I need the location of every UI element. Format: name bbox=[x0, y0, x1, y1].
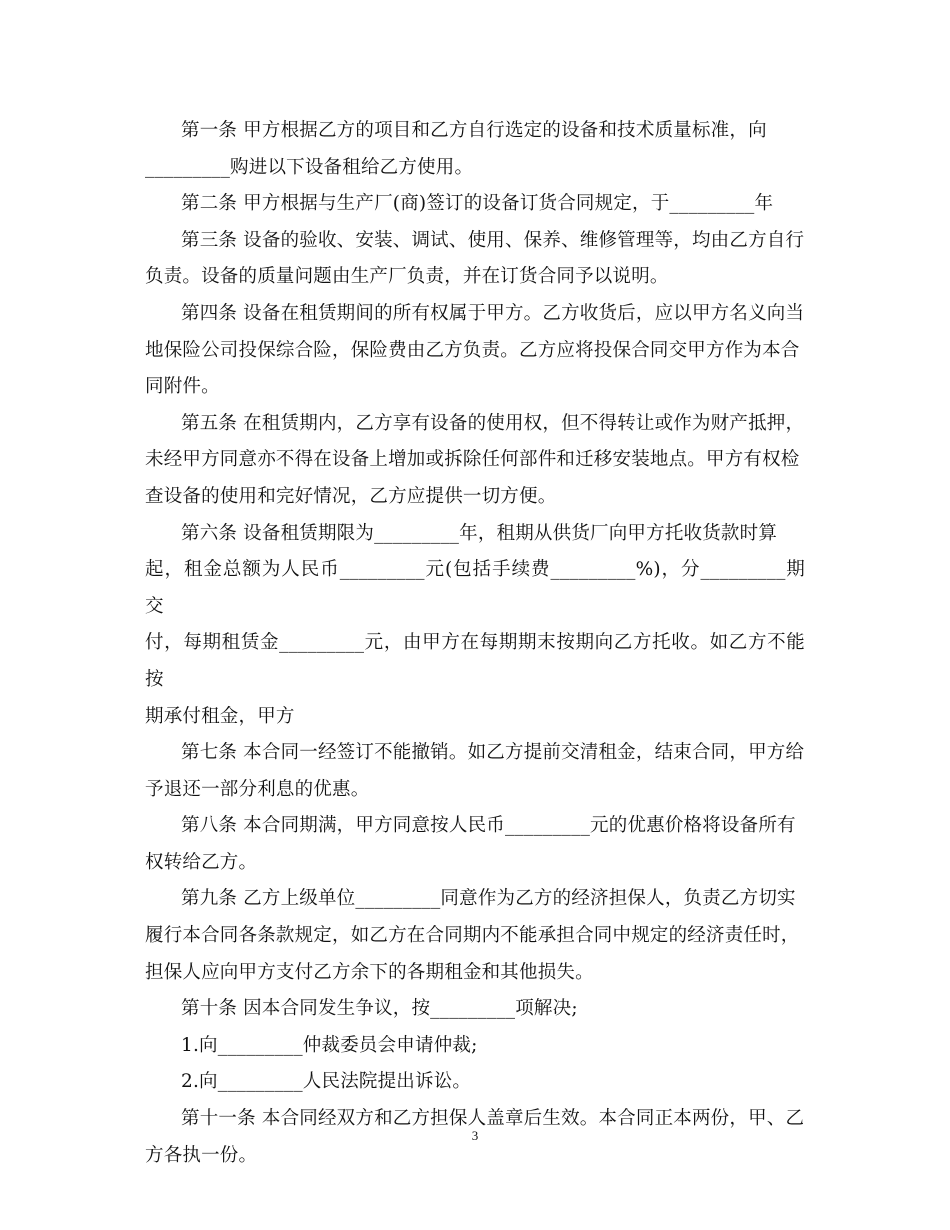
line: 第四条 设备在租赁期间的所有权属于甲方。乙方收货后，应以甲方名义向当 bbox=[181, 302, 805, 324]
article-3 bbox=[145, 223, 805, 296]
article-7 bbox=[145, 735, 805, 808]
article-10-option-2 bbox=[145, 1064, 805, 1101]
line: 担保人应向甲方支付乙方余下的各期租金和其他损失。 bbox=[145, 961, 594, 983]
line: 第八条 本合同期满，甲方同意按人民币_________元的优惠价格将设备所有 bbox=[181, 815, 796, 837]
line: 同附件。 bbox=[145, 376, 220, 398]
line: 第九条 乙方上级单位_________同意作为乙方的经济担保人，负责乙方切实 bbox=[181, 888, 796, 910]
line: 付，每期租赁金_________元，由甲方在每期期末按期向乙方托收。如乙方不能按 bbox=[145, 632, 805, 690]
line: 第三条 设备的验收、安装、调试、使用、保养、维修管理等，均由乙方自行 bbox=[181, 229, 805, 251]
article-1 bbox=[145, 113, 805, 186]
line: _________购进以下设备租给乙方使用。 bbox=[145, 156, 474, 178]
page-number: 3 bbox=[471, 1128, 479, 1143]
line: 第二条 甲方根据与生产厂(商)签订的设备订货合同规定，于_________年 bbox=[181, 193, 774, 215]
line: 起，租金总额为人民币_________元(包括手续费_________%)，分_________期交 bbox=[145, 559, 805, 617]
line: 第五条 在租赁期内，乙方享有设备的使用权，但不得转让或作为财产抵押， bbox=[181, 412, 805, 434]
line: 予退还一部分利息的优惠。 bbox=[145, 778, 370, 800]
line: 期承付租金，甲方 bbox=[145, 705, 295, 727]
line: 权转给乙方。 bbox=[145, 851, 258, 873]
article-10-option-1 bbox=[145, 1028, 805, 1065]
line: 1.向_________仲裁委员会申请仲裁; bbox=[181, 1034, 478, 1056]
line: 方各执一份。 bbox=[145, 1144, 258, 1166]
article-10 bbox=[145, 991, 805, 1028]
article-6 bbox=[145, 516, 805, 736]
article-5 bbox=[145, 406, 805, 516]
contract-body bbox=[145, 113, 805, 1174]
line: 查设备的使用和完好情况，乙方应提供一切方便。 bbox=[145, 485, 557, 507]
line: 负责。设备的质量问题由生产厂负责，并在订货合同予以说明。 bbox=[145, 266, 669, 288]
article-9 bbox=[145, 881, 805, 991]
line: 履行本合同各条款规定，如乙方在合同期内不能承担合同中规定的经济责任时， bbox=[145, 925, 800, 947]
line: 第七条 本合同一经签订不能撤销。如乙方提前交清租金，结束合同，甲方给 bbox=[181, 742, 805, 764]
line: 地保险公司投保综合险，保险费由乙方负责。乙方应将投保合同交甲方作为本合 bbox=[145, 339, 800, 361]
line: 第十一条 本合同经双方和乙方担保人盖章后生效。本合同正本两份，甲、乙 bbox=[181, 1108, 805, 1130]
line: 第十条 因本合同发生争议，按_________项解决; bbox=[181, 998, 578, 1020]
article-4 bbox=[145, 296, 805, 406]
line: 未经甲方同意亦不得在设备上增加或拆除任何部件和迁移安装地点。甲方有权检 bbox=[145, 449, 800, 471]
line: 第一条 甲方根据乙方的项目和乙方自行选定的设备和技术质量标准，向 bbox=[181, 120, 767, 141]
article-2 bbox=[145, 186, 805, 223]
line: 2.向_________人民法院提出诉讼。 bbox=[181, 1071, 472, 1093]
article-8 bbox=[145, 808, 805, 881]
line: 第六条 设备租赁期限为_________年，租期从供货厂向甲方托收货款时算 bbox=[181, 522, 778, 544]
